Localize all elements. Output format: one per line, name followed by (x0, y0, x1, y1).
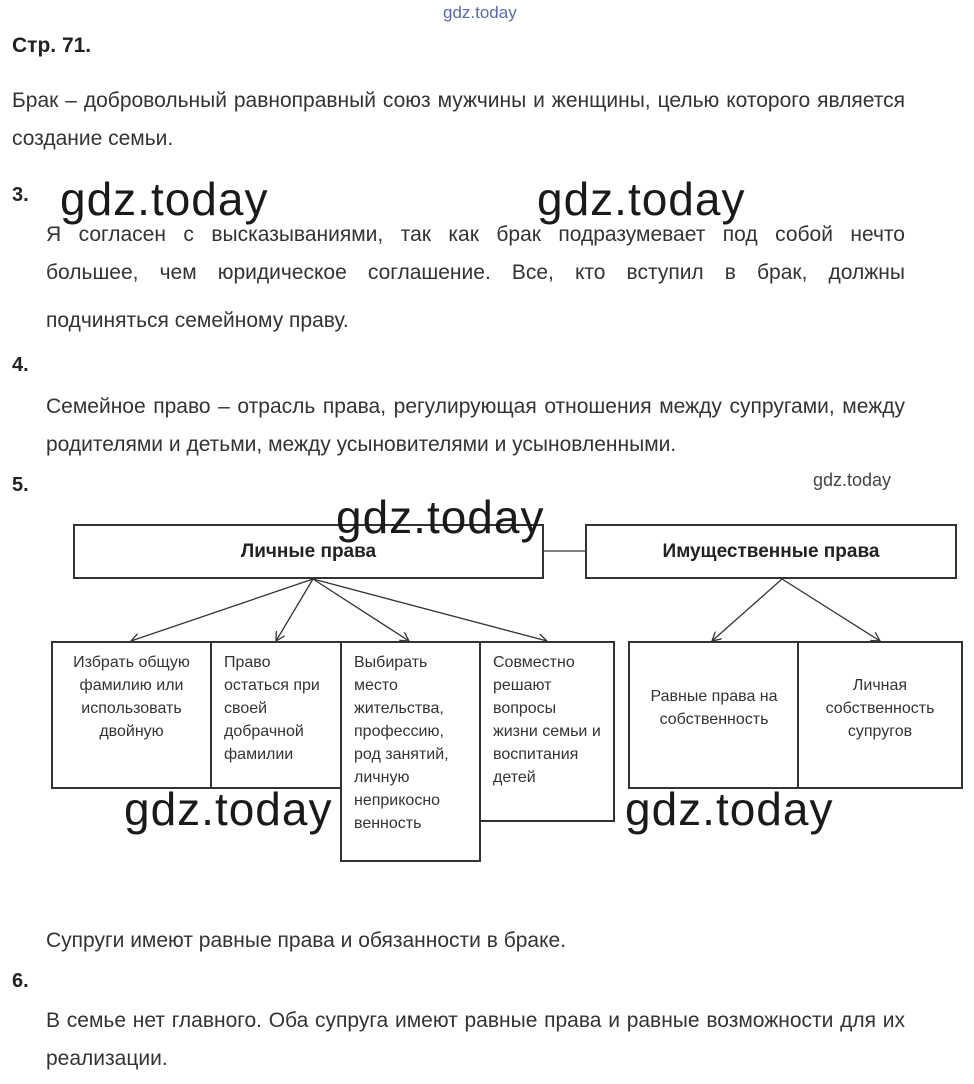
arrow-to-equal-property (712, 579, 782, 641)
question-6-number: 6. (12, 970, 29, 992)
arrow-to-personal-property (782, 579, 880, 641)
personal-rights-label: Личные права (240, 541, 377, 562)
question-6-answer: В семье нет главного. Оба супруга имеют равные права и равные возможности для их реализации. (46, 1009, 905, 1070)
personal-item-surname (51, 641, 212, 789)
watermark-large-2: gdz.today (537, 173, 746, 225)
page-title: Стр. 71. (12, 34, 92, 57)
personal-item-residence (340, 641, 481, 862)
definition-paragraph: Брак – добровольный равноправный союз мужчины и женщины, целью которого является создание семьи. (12, 89, 905, 150)
question-5-number: 5. (12, 474, 29, 496)
watermark-large-4: gdz.today (124, 783, 333, 835)
property-item-personal-text: Личная собственность супругов (825, 676, 935, 740)
question-3-line-3: подчиняться семейному праву. (46, 309, 349, 332)
property-rights-box (585, 524, 957, 579)
watermark-large-1: gdz.today (60, 173, 269, 225)
property-item-equal-text: Равные права на собственность (650, 688, 778, 728)
arrow-to-residence (313, 579, 409, 641)
arrow-to-premarital-name (276, 579, 313, 641)
question-3-line-1: Я согласен с высказываниями, так как брак подразумевает под собой нечто (46, 223, 905, 246)
personal-item-surname-text: Избрать общую фамилию или использовать двойную (73, 654, 190, 740)
watermark-large-5: gdz.today (625, 783, 834, 835)
watermark-top: gdz.today (443, 3, 517, 22)
question-4-answer: Семейное право – отрасль права, регулирующая отношения между супругами, между родителями и детьми, между усыновителями и усыновленными. (46, 395, 905, 456)
property-item-equal (628, 641, 800, 789)
watermark-large-3: gdz.today (336, 491, 545, 543)
question-4-number: 4. (12, 354, 29, 376)
personal-item-premarital-name-text: Право остаться при своей добрачной фамилии (224, 654, 320, 763)
personal-item-premarital-name (210, 641, 342, 789)
question-3-number: 3. (12, 184, 29, 206)
personal-item-family-questions (479, 641, 615, 822)
question-5-conclusion: Супруги имеют равные права и обязанности в браке. (46, 929, 567, 952)
property-rights-label: Имущественные права (662, 541, 880, 562)
personal-item-residence-text: Выбирать место жительства, профессию, род занятий, личную неприкосно венность (354, 654, 449, 832)
property-item-personal (797, 641, 963, 789)
arrow-to-surname (131, 579, 313, 641)
arrow-to-family-questions (313, 579, 547, 641)
watermark-small: gdz.today (813, 470, 892, 490)
question-3-line-2: большее, чем юридическое соглашение. Все, кто вступил в брак, должны (46, 261, 905, 284)
personal-item-family-questions-text: Совместно решают вопросы жизни семьи и воспитания детей (493, 654, 601, 786)
